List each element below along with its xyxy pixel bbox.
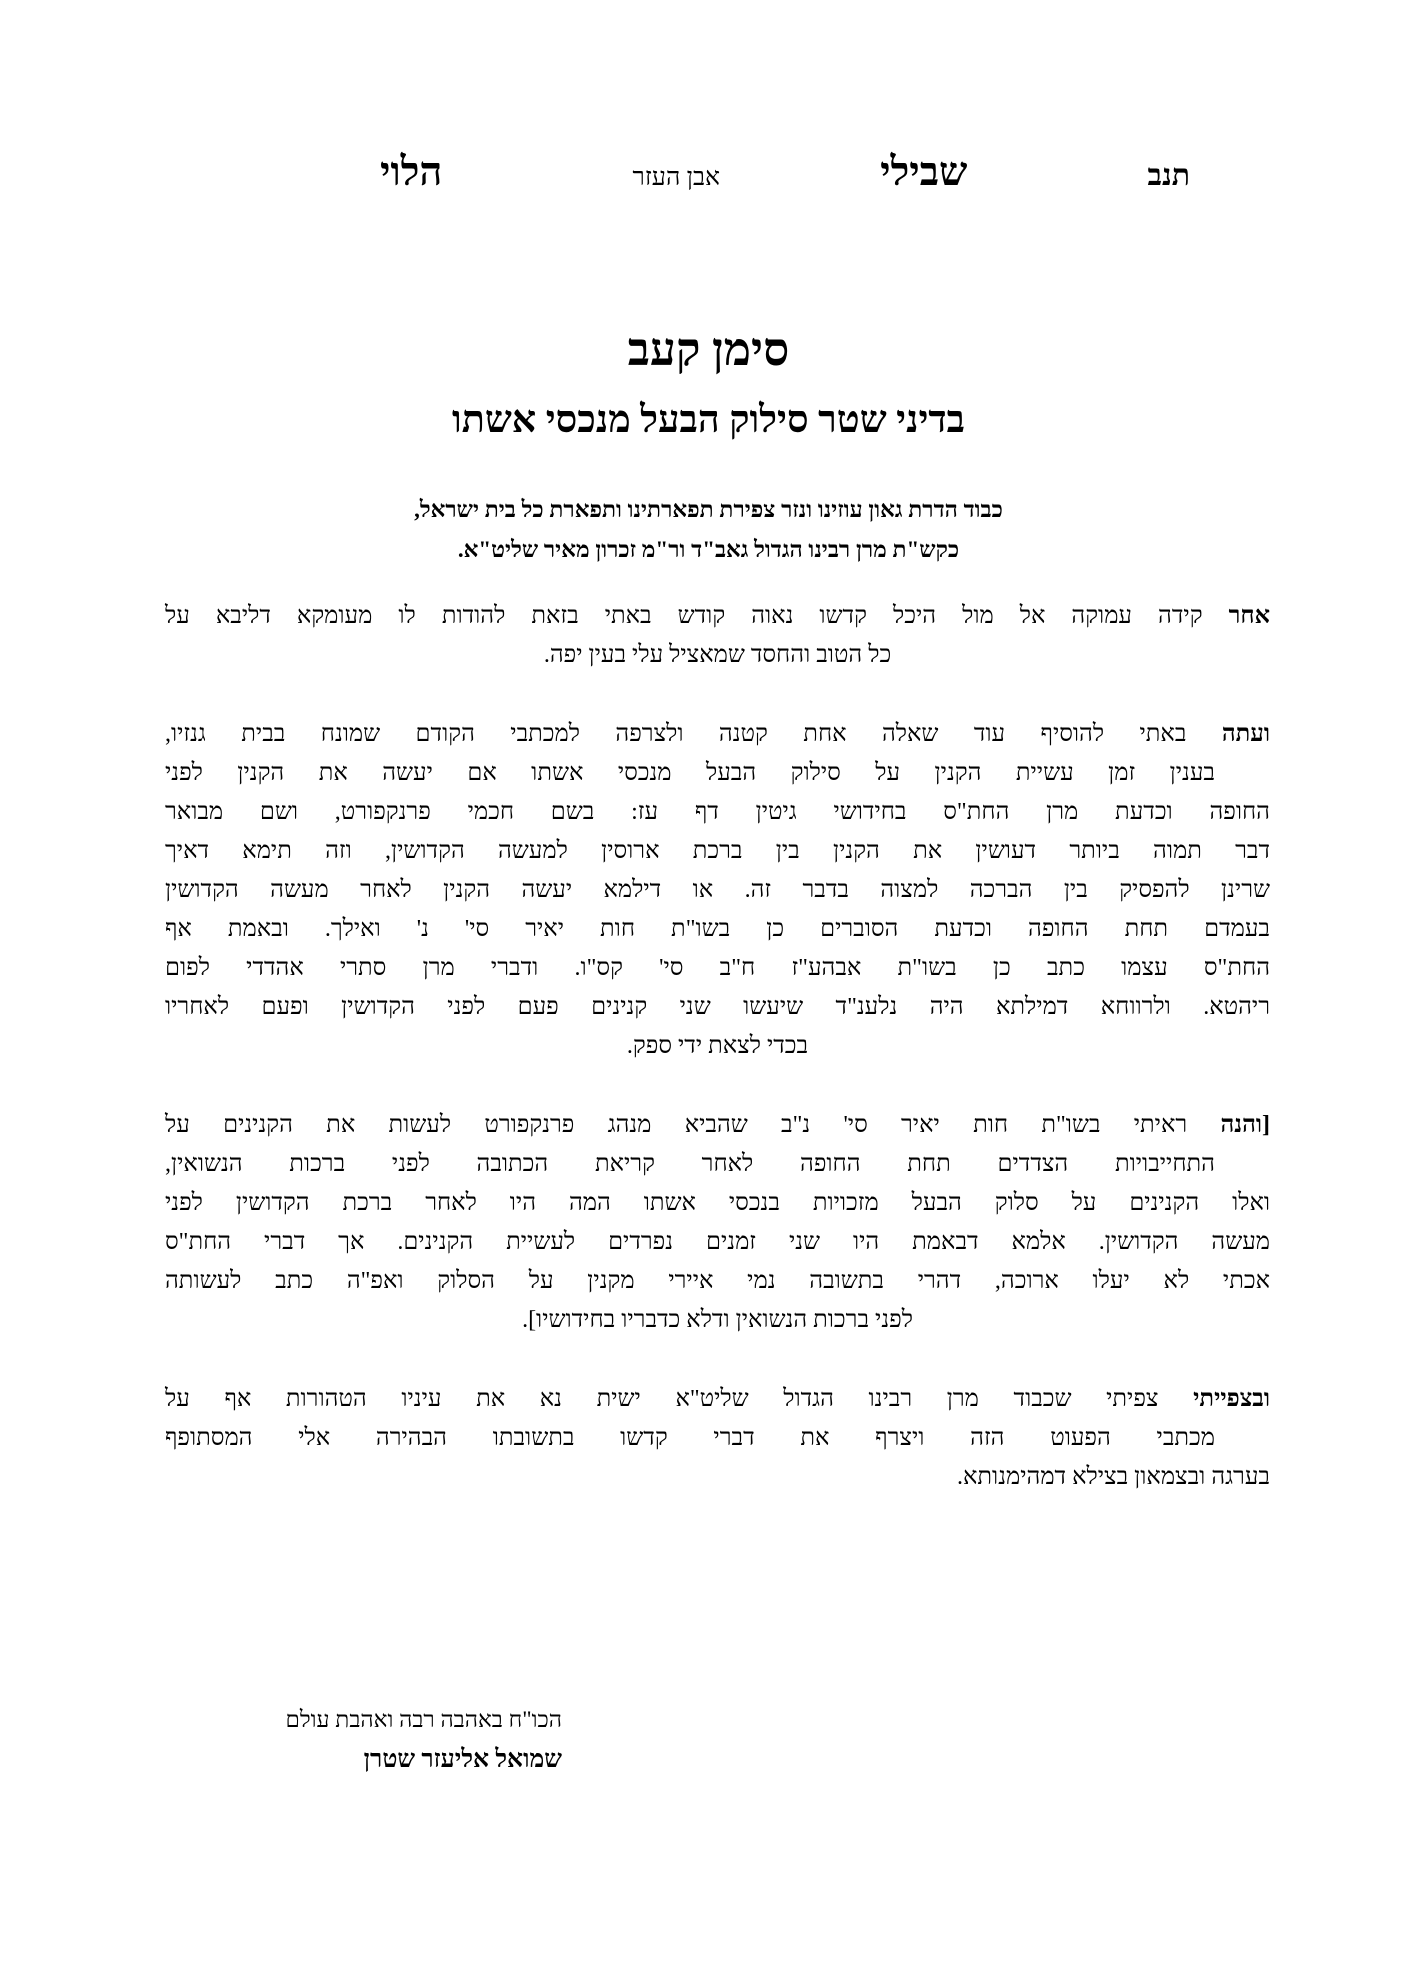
paragraph-lead-word: אחר <box>1228 603 1270 629</box>
page-number: תנב <box>1147 159 1190 192</box>
text-line: באתי להוסיף עוד שאלה אחת קטנה ולצרפה למכתבי הקודם שמונח בבית גנזיו, <box>165 721 1222 747</box>
text-line: כל הטוב והחסד שמאציל עלי בעין יפה. <box>543 642 892 668</box>
paragraph-lead-word: ועתה <box>1221 721 1270 747</box>
address-line: כקש"ת מרן רבינו הגדול גאב"ד ור"מ זכרון מאיר שליט"א. <box>457 537 960 562</box>
paragraph <box>165 1380 1270 1497</box>
text-line: שרינן להפסיק בין הברכה למצוה בדבר זה. או דילמא יעשה הקנין לאחר מעשה הקדושין <box>165 877 1270 903</box>
text-line: קידה עמוקה אל מול היכל קדשו נאוה קודש באתי בזאת להודות לו מעומקא דליבא על <box>165 603 1229 629</box>
running-header <box>380 148 1190 198</box>
address-line: כבוד הדרת גאון עוזינו ונזר צפירת תפארתינו ותפארת כל בית ישראל, <box>414 497 1003 522</box>
text-line: בעמדם תחת החופה וכדעת הסוברים כן בשו"ת חות יאיר סי' נ' ואילך. ובאמת אף <box>165 916 1270 942</box>
text-line: החת"ס עצמו כתב כן בשו"ת אבהע"ז ח"ב סי' קס"ו. ודברי מרן סתרי אהדדי לפום <box>165 955 1270 981</box>
text-line: אכתי לא יעלו ארוכה, דהרי בתשובה נמי איירי מקנין על הסלוק ואפ"ה כתב לעשותה <box>165 1268 1270 1294</box>
text-line: מכתבי הפעוט הזה ויצרף את דברי קדשו בתשובתו הבהירה אלי המסתופף <box>165 1425 1215 1451</box>
signature-name: שמואל אליעזר שטרן <box>363 1746 562 1773</box>
text-line: התחייבויות הצדדים תחת החופה לאחר קריאת הכתובה לפני ברכות הנשואין, <box>165 1151 1215 1177</box>
text-line: החופה וכדעת מרן החת"ס בחידושי גיטין דף עז: בשם חכמי פרנקפורט, ושם מבואר <box>165 799 1270 825</box>
paragraph <box>165 597 1270 675</box>
signature-closing: הכו"ח באהבה רבה ואהבת עולם <box>285 1707 562 1732</box>
text-line: ראיתי בשו"ת חות יאיר סי' נ"ב שהביא מנהג פרנקפורט לעשות את הקנינים על <box>165 1112 1221 1138</box>
text-line: צפיתי שכבוד מרן רבינו הגדול שליט"א ישית נא את עיניו הטהורות אף על <box>165 1386 1194 1412</box>
siman-subtitle: בדיני שטר סילוק הבעל מנכסי אשתו <box>452 399 965 441</box>
section-name: אבן העזר <box>632 164 720 191</box>
salutation-address <box>0 490 1417 570</box>
text-line: ריהטא. ולרווחא דמילתא היה נלענ"ד שיעשו שני קנינים פעם לפני הקדושין ופעם לאחריו <box>165 994 1270 1020</box>
paragraph-lead-word: [והנה <box>1220 1112 1270 1138</box>
paragraph-lead-word: ובצפייתי <box>1193 1386 1270 1412</box>
paragraph <box>165 715 1270 1066</box>
paragraph <box>165 1106 1270 1340</box>
text-line: דבר תמוה ביותר דעושין את הקנין בין ברכת ארוסין למעשה הקדושין, וזה תימא דאיך <box>165 838 1270 864</box>
author-name: הלוי <box>380 149 443 194</box>
title-block <box>0 318 1417 448</box>
letter-body <box>165 597 1270 1497</box>
text-line: בכדי לצאת ידי ספק. <box>626 1033 809 1059</box>
signature-block <box>286 1700 562 1780</box>
text-line: בערגה ובצמאון בצילא דמהימנותא. <box>957 1464 1270 1490</box>
text-line: ואלו הקנינים על סלוק הבעל מזכויות בנכסי אשתו המה היו לאחר ברכת הקדושין לפני <box>165 1190 1270 1216</box>
book-title: שבילי <box>880 149 968 194</box>
siman-title: סימן קעב <box>627 324 790 375</box>
text-line: מעשה הקדושין. אלמא דבאמת היו שני זמנים נפרדים לעשיית הקנינים. אך דברי החת"ס <box>165 1229 1270 1255</box>
text-line: לפני ברכות הנשואין ודלא כדבריו בחידושיו]. <box>522 1307 913 1333</box>
text-line: בענין זמן עשיית הקנין על סילוק הבעל מנכסי אשתו אם יעשה את הקנין לפני <box>165 760 1215 786</box>
